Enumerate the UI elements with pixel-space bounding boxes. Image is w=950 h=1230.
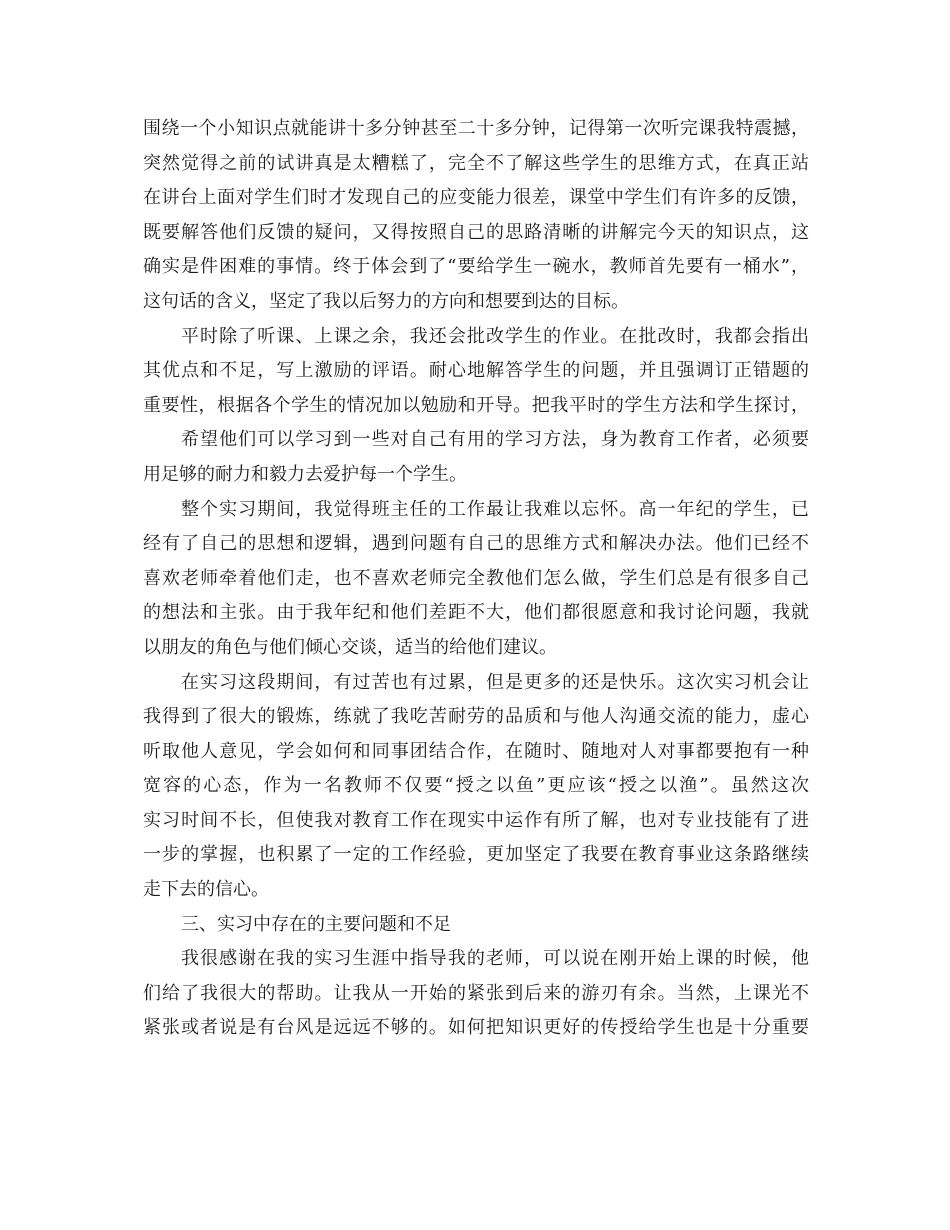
text-line: 们给了我很大的帮助。让我从一开始的紧张到后来的游刃有余。当然，上课光不	[143, 982, 809, 1004]
text-line: 紧张或者说是有台风是远远不够的。如何把知识更好的传授给学生也是十分重要	[143, 1017, 809, 1039]
text-line: 平时除了听课、上课之余，我还会批改学生的作业。在批改时，我都会指出	[181, 325, 809, 347]
text-line: 经有了自己的思想和逻辑，遇到问题有自己的思维方式和解决办法。他们已经不	[143, 533, 809, 555]
text-line: 用足够的耐力和毅力去爱护每一个学生。	[143, 463, 467, 485]
text-line: 我很感谢在我的实习生涯中指导我的老师，可以说在刚开始上课的时候，他	[181, 948, 809, 970]
text-line: 既要解答他们反馈的疑问，又得按照自己的思路清晰的讲解完今天的知识点，这	[143, 221, 809, 243]
text-line: 我得到了很大的锻炼，练就了我吃苦耐劳的品质和与他人沟通交流的能力，虚心	[143, 706, 809, 728]
text-line: 的想法和主张。由于我年纪和他们差距不大，他们都很愿意和我讨论问题，我就	[143, 602, 809, 624]
text-line: 重要性，根据各个学生的情况加以勉励和开导。把我平时的学生方法和学生探讨，	[143, 394, 809, 416]
text-line: 喜欢老师牵着他们走，也不喜欢老师完全教他们怎么做，学生们总是有很多自己	[143, 567, 809, 589]
text-line: 在实习这段期间，有过苦也有过累，但是更多的还是快乐。这次实习机会让	[181, 671, 809, 693]
text-line: 走下去的信心。	[143, 879, 269, 901]
text-line: 以朋友的角色与他们倾心交谈，适当的给他们建议。	[143, 636, 557, 658]
text-line: 围绕一个小知识点就能讲十多分钟甚至二十多分钟，记得第一次听完课我特震撼，	[143, 118, 809, 139]
document-body	[143, 112, 809, 1046]
text-line: 确实是件困难的事情。终于体会到了“要给学生一碗水，教师首先要有一桶水”，	[143, 256, 809, 278]
text-line: 三、实习中存在的主要问题和不足	[181, 913, 451, 935]
text-line: 其优点和不足，写上激励的评语。耐心地解答学生的问题，并且强调订正错题的	[143, 360, 809, 382]
text-line: 实习时间不长，但使我对教育工作在现实中运作有所了解，也对专业技能有了进	[143, 809, 809, 831]
text-line: 听取他人意见，学会如何和同事团结合作，在随时、随地对人对事都要抱有一种	[143, 740, 809, 762]
text-line: 突然觉得之前的试讲真是太糟糕了，完全不了解这些学生的思维方式，在真正站	[143, 152, 809, 174]
text-line: 一步的掌握，也积累了一定的工作经验，更加坚定了我要在教育事业这条路继续	[143, 844, 809, 866]
text-line: 这句话的含义，坚定了我以后努力的方向和想要到达的目标。	[143, 290, 629, 312]
text-line: 宽容的心态，作为一名教师不仅要“授之以鱼”更应该“授之以渔”。虽然这次	[143, 775, 809, 797]
text-line: 希望他们可以学习到一些对自己有用的学习方法，身为教育工作者，必须要	[181, 429, 809, 451]
text-line: 整个实习期间，我觉得班主任的工作最让我难以忘怀。高一年纪的学生，已	[181, 498, 809, 520]
text-line: 在讲台上面对学生们时才发现自己的应变能力很差，课堂中学生们有许多的反馈，	[143, 187, 809, 209]
